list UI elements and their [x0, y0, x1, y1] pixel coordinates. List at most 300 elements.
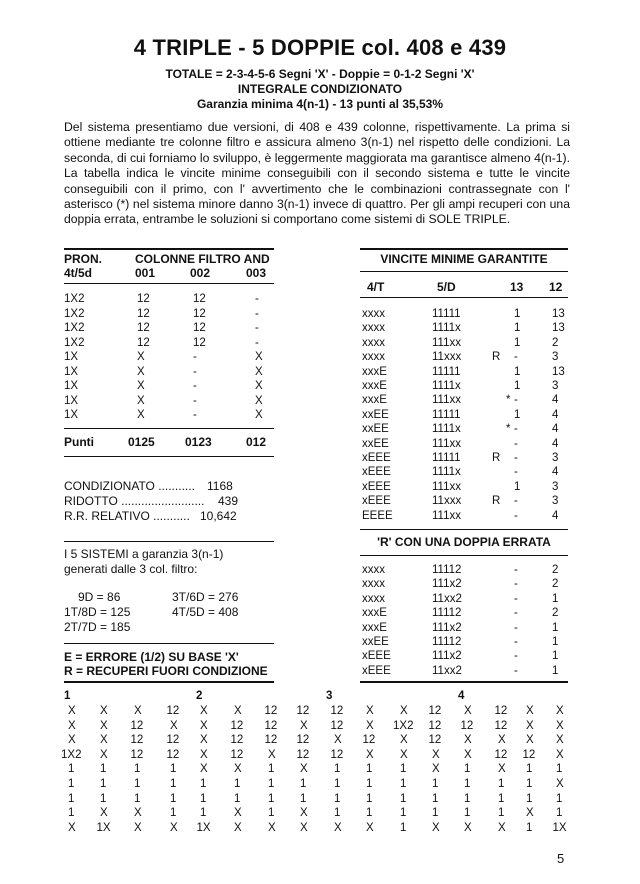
vincite-cell: xxxE [362, 380, 387, 392]
grid-cell: X [68, 821, 76, 834]
grid-cell: 1 [334, 807, 341, 820]
intro-paragraph [64, 120, 570, 228]
grid-cell: X [464, 821, 472, 834]
doppia-errata-cell: - [514, 664, 518, 677]
doppia-errata-cell: xEEE [362, 650, 391, 663]
divider [360, 271, 568, 272]
filter-cell: - [193, 351, 197, 363]
vincite-cell: 111xx [432, 509, 461, 522]
doppia-errata-cell: xxxE [362, 607, 387, 620]
grid-cell: X [464, 734, 472, 747]
filter-cell: 1X [64, 409, 79, 421]
vincite-cell: 4 [552, 437, 559, 450]
grid-cell: 1 [556, 792, 563, 805]
vincite-cell: 3 [552, 351, 559, 364]
page-title: 4 TRIPLE - 5 DOPPIE col. 408 e 439 [133, 35, 507, 60]
header-col-003: 003 [246, 266, 267, 280]
grid-cell: 1 [170, 792, 177, 805]
vincite-cell: - [514, 452, 518, 464]
filter-cell: - [193, 409, 197, 421]
grid-cell: X [170, 719, 178, 732]
grid-cell: 1X [96, 821, 111, 834]
vincite-cell: 11xxx [432, 351, 462, 364]
punti-col-001: 0125 [128, 435, 155, 449]
intro-text: Del sistema presentiamo due versioni, di 408 e 439 colonne, rispettivamente. La prima si ottiene mediante tre colonne filtro e assicura almeno 3(n-1) nel rispetto delle condizioni. La seconda, di cui forniamo lo sviluppo, è leggermente maggiorata ma garantisce almeno 4(n-1). La tabella indica le vincite minime conseguibili con il secondo sistema e tutte le vincite conseguibili con il primo, con l' avvertimento che le combinazioni contrassegnate con l' asterisco (*) nel sistema minore danno 3(n-1) invece di quattro. Per gli ampi recuperi con una doppia errata, entrambe le soluzioni si comportano come sistemi di SOLE TRIPLE. [64, 120, 570, 227]
filter-cell: 12 [137, 307, 150, 320]
doppia-errata-cell: 1 [552, 636, 559, 648]
grid-cell: 1 [526, 821, 533, 834]
vincite-header-5d: 5/D [437, 280, 456, 294]
grid-cell: 12 [166, 748, 180, 761]
filter-cell: 1X [64, 380, 79, 392]
grid-cell: 1 [334, 778, 341, 790]
filter-cell: X [255, 394, 263, 407]
vincite-cell: EEEE [362, 509, 393, 522]
grid-cell: X [464, 705, 472, 717]
filter-cell: - [255, 307, 259, 320]
vincite-cell: xEEE [362, 480, 391, 493]
vincite-cell: 11111 [432, 408, 461, 421]
grid-cell: 1 [400, 763, 407, 776]
grid-cell: X [432, 821, 440, 834]
grid-cell: 12 [264, 705, 278, 717]
vincite-cell: xxxx [362, 351, 385, 364]
grid-cell: X [334, 734, 342, 747]
header-filter: COLONNE FILTRO AND [135, 252, 270, 266]
grid-cell: 12 [460, 719, 474, 732]
filter-cell: 1X2 [64, 322, 85, 334]
vincite-cell: 4 [552, 423, 559, 436]
stat-ridotto-value: 439 [218, 494, 239, 508]
vincite-cell: 1111x [432, 322, 461, 335]
vincite-cell: - [514, 394, 518, 407]
doppia-errata-cell: 2 [552, 564, 559, 576]
filter-cell: 12 [137, 322, 150, 334]
grid-cell: X [268, 821, 276, 834]
group-label: 4 [458, 690, 465, 702]
grid-cell: 1 [68, 778, 75, 790]
grid-cell: 1 [526, 778, 533, 790]
divider [64, 541, 274, 542]
grid-cell: X [234, 763, 242, 776]
grid-cell: X [334, 821, 342, 834]
vincite-cell: R [492, 351, 501, 364]
grid-cell: 12 [428, 734, 442, 747]
grid-cell: 1X2 [393, 719, 414, 732]
vincite-cell: 11111 [432, 365, 461, 378]
grid-cell: 12 [494, 719, 508, 732]
subtitle-integrale: INTEGRALE CONDIZIONATO [237, 82, 403, 96]
filter-cell: 1X [64, 351, 79, 363]
doppia-errata-cell: 11112 [432, 636, 462, 648]
vincite-cell: 3 [552, 452, 559, 464]
vincite-cell: 3 [552, 495, 559, 508]
grid-cell: 1 [268, 792, 275, 805]
grid-cell: 1 [464, 778, 471, 790]
divider [64, 428, 274, 429]
sistemi-line-2: generati dalle 3 col. filtro: [64, 562, 198, 576]
vincite-cell: - [514, 351, 518, 364]
grid-cell: 1 [100, 792, 107, 805]
doppia-errata-cell: - [514, 578, 518, 591]
grid-cell: X [68, 705, 76, 717]
grid-cell: 1 [498, 778, 505, 790]
grid-cell: 1 [134, 778, 141, 790]
grid-cell: 12 [428, 705, 442, 717]
grid-cell: 12 [296, 748, 310, 761]
header-4t5d: 4t/5d [64, 266, 93, 280]
grid-cell: X [526, 719, 534, 732]
vincite-cell: 4 [552, 394, 559, 407]
legend-recuperi: R = RECUPERI FUORI CONDIZIONE [64, 664, 268, 678]
doppia-errata-cell: - [514, 650, 518, 663]
grid-cell: 1 [68, 763, 75, 776]
grid-cell: 12 [494, 748, 508, 761]
grid-cell: 12 [166, 705, 180, 717]
grid-cell: 1 [200, 778, 207, 790]
vincite-cell: 4 [552, 466, 559, 479]
grid-cell: 12 [330, 705, 344, 717]
doppia-errata-cell: xxxx [362, 578, 385, 591]
grid-cell: X [234, 705, 242, 717]
doppia-errata-cell: 1 [552, 664, 559, 677]
punti-col-002: 0123 [185, 435, 212, 449]
grid-cell: 1 [432, 792, 439, 805]
filter-cell: 1X [64, 365, 79, 378]
vincite-cell: 1111x [432, 423, 461, 436]
doppia-errata-cell: 111x2 [432, 621, 462, 634]
vincite-cell: - [514, 437, 518, 450]
vincite-header-13: 13 [510, 280, 524, 294]
grid-cell: 1 [300, 792, 307, 805]
grid-cell: 1 [170, 763, 177, 776]
vincite-cell: 13 [552, 365, 565, 378]
legend-errore: E = ERRORE (1/2) SU BASE 'X' [64, 650, 239, 664]
vincite-cell: - [514, 495, 518, 508]
vincite-cell: 11xxx [432, 495, 462, 508]
grid-cell: 1 [400, 792, 407, 805]
doppia-errata-cell: xxEE [362, 636, 389, 648]
stat-ridotto-label: RIDOTTO ......................... [64, 494, 205, 508]
grid-cell: X [68, 719, 76, 732]
grid-cell: 1 [170, 778, 177, 790]
filter-cell: X [137, 365, 145, 378]
grid-cell: X [366, 705, 374, 717]
filter-cell: 12 [193, 307, 206, 320]
sistema-1t8d: 1T/8D = 125 [64, 605, 131, 619]
grid-cell: 1 [200, 792, 207, 805]
vincite-cell: 1 [514, 322, 521, 335]
doppia-errata-cell: 1 [552, 650, 559, 663]
grid-cell: X [400, 748, 408, 761]
grid-cell: 1 [68, 807, 75, 820]
filter-cell: 12 [193, 293, 206, 305]
grid-cell: 1 [268, 763, 275, 776]
group-label: 3 [326, 690, 333, 702]
grid-cell: X [556, 734, 564, 747]
filter-cell: 12 [193, 322, 206, 334]
vincite-cell: xEEE [362, 495, 391, 508]
divider [360, 248, 568, 250]
divider [64, 283, 274, 284]
grid-cell: X [400, 705, 408, 717]
grid-cell: X [200, 748, 208, 761]
grid-cell: X [234, 807, 242, 820]
grid-cell: 1X [552, 821, 567, 834]
grid-cell: X [498, 821, 506, 834]
grid-cell: X [366, 821, 374, 834]
grid-cell: 12 [296, 734, 310, 747]
vincite-cell: 13 [552, 322, 565, 335]
header-pron: PRON. [64, 252, 103, 266]
stat-condizionato-value: 1168 [207, 479, 233, 493]
vincite-cell: 1 [514, 380, 521, 392]
divider [360, 681, 568, 683]
filter-cell: X [137, 380, 145, 392]
divider [360, 297, 568, 298]
grid-cell: X [432, 763, 440, 776]
filter-cell: 1X2 [64, 293, 85, 305]
grid-cell: X [556, 778, 564, 790]
vincite-cell: 1 [514, 336, 521, 349]
grid-cell: X [526, 705, 534, 717]
page-number: 5 [557, 851, 565, 866]
grid-cell: 12 [166, 734, 180, 747]
grid-cell: 1 [556, 763, 563, 776]
sistema-9d: 9D = 86 [78, 590, 121, 604]
doppia-errata-cell: 11xx2 [432, 592, 462, 605]
header-col-002: 002 [190, 266, 211, 280]
grid-cell: 12 [296, 705, 310, 717]
doppia-errata-cell: 2 [552, 607, 559, 620]
vincite-cell: 1111x [432, 466, 461, 479]
grid-cell: X [234, 821, 242, 834]
filter-cell: X [255, 380, 263, 392]
vincite-cell: 111xx [432, 437, 461, 450]
grid-cell: X [498, 763, 506, 776]
grid-cell: 12 [362, 734, 376, 747]
grid-cell: 1X [196, 821, 211, 834]
doppia-errata-cell: 1 [552, 592, 559, 605]
doppia-errata-cell: - [514, 621, 518, 634]
grid-cell: 12 [230, 719, 244, 732]
grid-cell: 1 [366, 807, 373, 820]
grid-cell: X [556, 748, 564, 761]
vincite-cell: R [492, 495, 501, 508]
doppia-errata-cell: 111x2 [432, 578, 462, 591]
vincite-cell: * [506, 394, 511, 407]
divider [64, 456, 274, 457]
doppia-errata-cell: - [514, 607, 518, 620]
filter-cell: - [193, 394, 197, 407]
divider [64, 681, 274, 683]
doppia-errata-title: 'R' CON UNA DOPPIA ERRATA [377, 535, 551, 549]
doppia-errata-cell: 11xx2 [432, 664, 462, 677]
punti-label: Punti [64, 435, 94, 449]
grid-cell: 1 [498, 807, 505, 820]
grid-cell: X [134, 705, 142, 717]
grid-cell: X [498, 734, 506, 747]
vincite-cell: xxxx [362, 336, 385, 349]
grid-cell: X [200, 719, 208, 732]
filter-cell: - [255, 336, 259, 349]
vincite-cell: 1 [514, 480, 521, 493]
filter-cell: 1X [64, 394, 79, 407]
vincite-cell: - [514, 466, 518, 479]
filter-cell: X [137, 409, 145, 421]
vincite-cell: 111xx [432, 480, 461, 493]
filter-cell: X [255, 351, 263, 363]
grid-cell: 12 [230, 748, 244, 761]
vincite-cell: 3 [552, 380, 559, 392]
vincite-cell: xxxx [362, 308, 385, 320]
grid-cell: X [268, 748, 276, 761]
doppia-errata-cell: 11112 [432, 564, 462, 576]
vincite-cell: 111xx [432, 336, 461, 349]
filter-cell: 1X2 [64, 336, 85, 349]
grid-cell: 1 [464, 807, 471, 820]
grid-cell: X [134, 807, 142, 820]
grid-cell: 12 [264, 719, 278, 732]
header-col-001: 001 [135, 266, 156, 280]
grid-cell: 12 [130, 748, 144, 761]
vincite-cell: - [514, 423, 518, 436]
sistema-2t7d: 2T/7D = 185 [64, 620, 131, 634]
filter-cell: 12 [137, 336, 150, 349]
grid-cell: 1 [556, 807, 563, 820]
grid-cell: X [556, 705, 564, 717]
vincite-cell: xxEE [362, 437, 389, 450]
grid-cell: 1 [334, 763, 341, 776]
filter-cell: 12 [193, 336, 206, 349]
vincite-header-4t: 4/T [367, 280, 385, 294]
vincite-cell: 13 [552, 308, 565, 320]
stat-condizionato-label: CONDIZIONATO ........... [64, 479, 195, 493]
group-label: 2 [196, 690, 203, 702]
grid-cell: 1 [268, 778, 275, 790]
grid-cell: X [100, 748, 108, 761]
grid-cell: X [432, 748, 440, 761]
vincite-cell: xxxE [362, 365, 387, 378]
divider [360, 555, 568, 556]
grid-cell: 1 [234, 778, 241, 790]
vincite-cell: 4 [552, 408, 559, 421]
grid-cell: 12 [330, 748, 344, 761]
grid-cell: 1 [400, 821, 407, 834]
grid-cell: X [526, 807, 534, 820]
grid-cell: X [100, 719, 108, 732]
grid-cell: 12 [494, 705, 508, 717]
grid-cell: X [526, 734, 534, 747]
grid-cell: X [300, 821, 308, 834]
grid-cell: 12 [130, 719, 144, 732]
vincite-cell: R [492, 452, 501, 464]
grid-cell: X [68, 734, 76, 747]
vincite-cell: xEEE [362, 452, 391, 464]
grid-cell: 1 [300, 778, 307, 790]
doppia-errata-cell: - [514, 592, 518, 605]
filter-cell: X [255, 409, 263, 421]
grid-cell: 12 [428, 719, 442, 732]
filter-cell: 1X2 [64, 307, 85, 320]
filter-cell: X [137, 351, 145, 363]
grid-cell: 1 [200, 807, 207, 820]
grid-cell: X [100, 734, 108, 747]
subtitle-garanzia: Garanzia minima 4(n-1) - 13 punti al 35,53% [196, 97, 444, 111]
filter-cell: 12 [137, 293, 150, 305]
grid-cell: 1 [464, 763, 471, 776]
grid-cell: X [100, 705, 108, 717]
vincite-cell: - [514, 509, 518, 522]
vincite-cell: xxxx [362, 322, 385, 335]
grid-cell: X [170, 821, 178, 834]
grid-cell: 1 [268, 807, 275, 820]
sistemi-line-1: I 5 SISTEMI a garanzia 3(n-1) [64, 547, 224, 561]
divider [64, 643, 274, 644]
grid-cell: 1 [464, 792, 471, 805]
vincite-cell: 1111x [432, 380, 461, 392]
grid-cell: 1 [134, 792, 141, 805]
grid-cell: X [366, 748, 374, 761]
grid-cell: 1 [366, 763, 373, 776]
grid-cell: X [200, 705, 208, 717]
grid-cell: 12 [230, 734, 244, 747]
divider [360, 529, 568, 530]
stat-rr-value: 10,642 [200, 509, 237, 523]
vincite-cell: 4 [552, 509, 559, 522]
doppia-errata-cell: 1 [552, 621, 559, 634]
grid-cell: X [400, 734, 408, 747]
vincite-cell: 1 [514, 408, 521, 421]
punti-col-003: 012 [246, 435, 267, 449]
vincite-cell: xxxE [362, 394, 387, 407]
vincite-header-12: 12 [549, 280, 563, 294]
vincite-cell: * [506, 423, 511, 436]
grid-cell: 12 [330, 719, 344, 732]
grid-cell: 1 [366, 778, 373, 790]
vincite-title: VINCITE MINIME GARANTITE [380, 252, 548, 266]
grid-cell: 1 [366, 792, 373, 805]
filter-cell: X [255, 365, 263, 378]
grid-cell: X [134, 821, 142, 834]
doppia-errata-cell: - [514, 636, 518, 648]
grid-cell: X [200, 734, 208, 747]
grid-cell: X [556, 719, 564, 732]
doppia-errata-cell: 11112 [432, 607, 462, 620]
sistema-4t5d: 4T/5D = 408 [172, 605, 239, 619]
doppia-errata-cell: xxxx [362, 592, 385, 605]
grid-cell: 1 [234, 792, 241, 805]
grid-cell: 1 [400, 807, 407, 820]
grid-cell: 1 [134, 763, 141, 776]
grid-cell: X [464, 748, 472, 761]
doppia-errata-cell: xEEE [362, 664, 391, 677]
vincite-cell: 111xx [432, 394, 461, 407]
grid-cell: 1 [68, 792, 75, 805]
vincite-cell: 11111 [432, 308, 461, 320]
grid-cell: 1 [170, 807, 177, 820]
grid-cell: 12 [522, 748, 536, 761]
grid-cell: 1 [526, 763, 533, 776]
grid-cell: 1 [400, 778, 407, 790]
grid-cell: 12 [130, 734, 144, 747]
doppia-errata-cell: - [514, 564, 518, 576]
grid-cell: 1 [526, 792, 533, 805]
grid-cell: 1X2 [61, 748, 82, 761]
grid-cell: 1 [334, 792, 341, 805]
filter-cell: - [193, 380, 197, 392]
vincite-cell: xxEE [362, 408, 389, 421]
